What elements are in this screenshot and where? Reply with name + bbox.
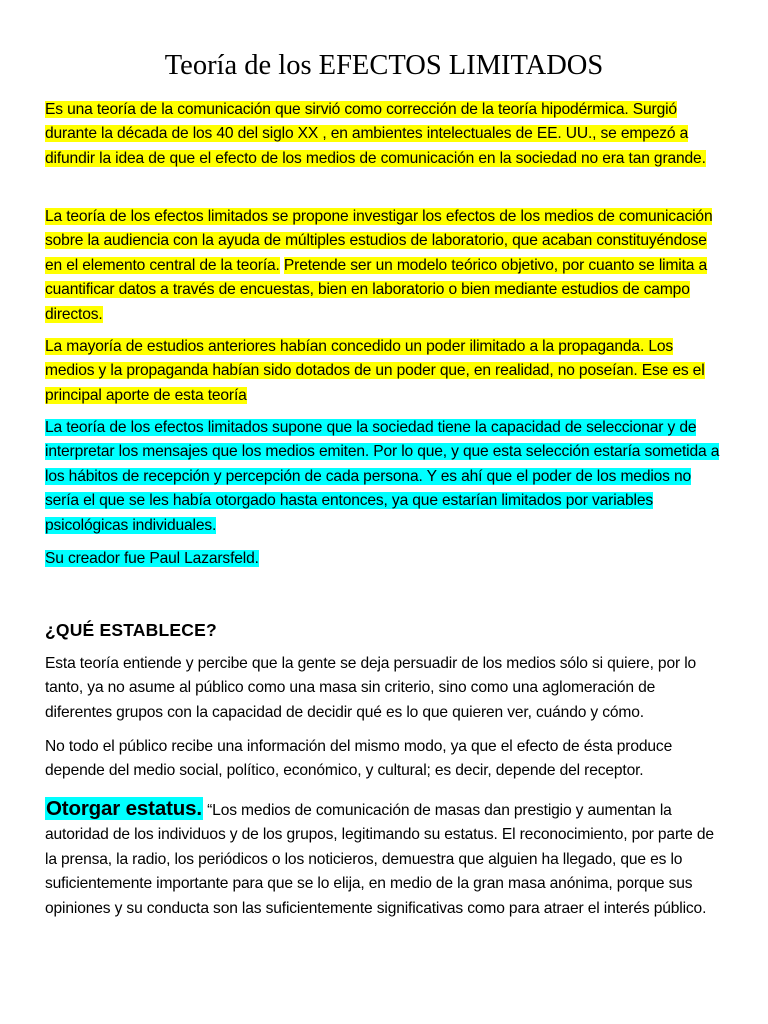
paragraph-propaganda	[45, 335, 725, 408]
section-heading: ¿QUÉ ESTABLECE?	[45, 620, 217, 640]
paragraph-definition	[45, 98, 725, 171]
paragraph-persuasion: Esta teoría entiende y percibe que la gente se deja persuadir de los medios sólo si quiere, por lo tanto, ya no asume al público como una masa sin criterio, sino como una aglomeración de diferentes grupos con la capacidad de decidir qué es lo que quieren ver, cuándo y cómo.	[45, 655, 697, 721]
paragraph-selection	[45, 416, 725, 538]
highlighted-text: Su creador fue Paul Lazarsfeld.	[45, 550, 259, 567]
highlighted-text: La mayoría de estudios anteriores habían concedido un poder ilimitado a la propaganda. Los medios y la propaganda habían sido dotados de un poder que, en realidad, no poseían. Ese es el principal aporte de esta teoría	[45, 338, 705, 404]
document-title: Teoría de los EFECTOS LIMITADOS	[164, 50, 604, 81]
highlighted-text: Pretende ser un modelo teórico objetivo, por cuanto se limita a cuantificar datos a través de encuestas, bien en laboratorio o bien mediante estudios de campo directos.	[45, 256, 708, 323]
status-text: “Los medios de comunicación de masas dan prestigio y aumentan la autoridad de los individuos y de los grupos, legitimando su estatus. El reconocimiento, por parte de la prensa, la radio, los periódicos o los noticieros, demuestra que alguien ha llegado, que es lo suficientemente importante para que se lo elija, en medio de la gran masa anónima, porque sus opiniones y su conducta son las suficientemente significativas como para atraer el interés público.	[45, 802, 714, 917]
paragraph-reception: No todo el público recibe una información del mismo modo, ya que el efecto de ésta produce depende del medio social, político, económico, y cultural; es decir, depende del receptor.	[45, 738, 673, 780]
status-label: Otorgar estatus.	[46, 797, 202, 820]
paragraph-creator	[45, 547, 725, 571]
highlighted-text: Es una teoría de la comunicación que sirvió como corrección de la teoría hipodérmica. Surgió durante la década de los 40 del siglo XX , en ambientes intelectuales de EE. UU., se empezó a difundir la idea de que el efecto de los medios de comunicación en la sociedad no era tan grande.	[45, 101, 706, 167]
paragraph-status	[45, 797, 725, 921]
highlighted-text: La teoría de los efectos limitados supone que la sociedad tiene la capacidad de seleccionar y de interpretar los mensajes que los medios emiten. Por lo que, y que esta selección estaría sometida a los hábitos de recepción y percepción de cada persona. Y es ahí que el poder de los medios no sería el que se les había otorgado hasta entonces, ya que estarían limitados por variables psicológicas individuales.	[45, 419, 720, 534]
highlighted-text: La teoría de los efectos limitados se propone investigar los efectos de los medios de comunicación sobre la audiencia con la ayuda de múltiples estudios de laboratorio, que acaban constituyéndose en el elemento central de la teoría.	[45, 208, 713, 274]
paragraph-objective	[45, 205, 725, 327]
